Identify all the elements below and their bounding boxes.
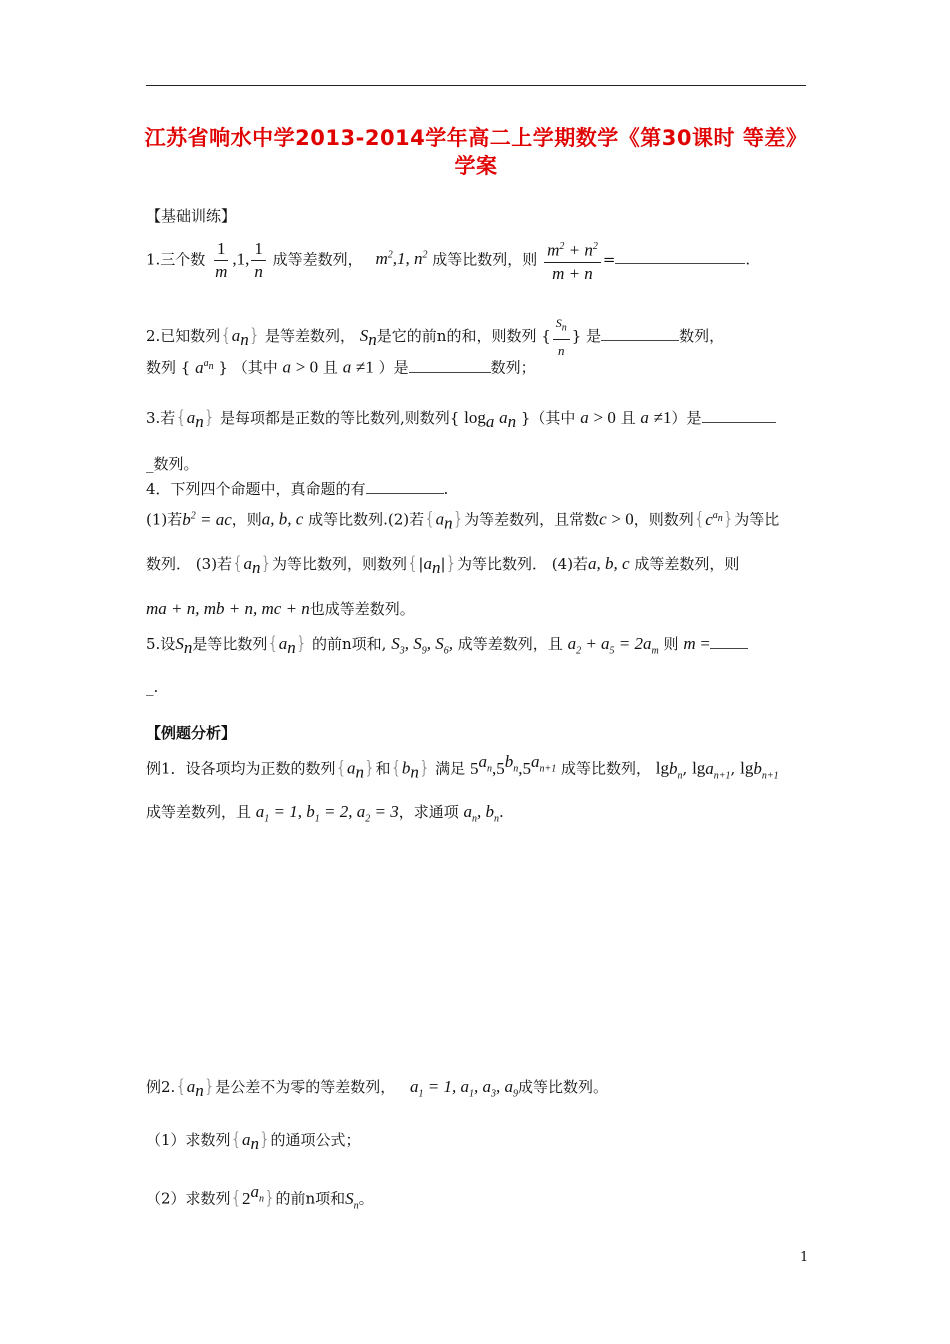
- example-2-part-2: （2）求数列$\{2^{a_n}\}$的前n项和$S_n$。: [146, 1182, 374, 1212]
- example-2: 例$2.\{a_n\}$是公差不为零的等差数列， $a_1 = 1$, $a_1$, $a_3$, $a_9$成等比数列。: [146, 1076, 609, 1100]
- fraction-sn-over-n: $\frac{S_n}{n}$: [553, 312, 570, 362]
- page-number: 1: [800, 1250, 809, 1265]
- question-4-line-4: ma + n, mb + n, mc + n也成等差数列。: [146, 599, 415, 618]
- example-2-part-1: （1）求数列$\{a_n\}$的通项公式；: [146, 1129, 361, 1153]
- title-line-1: 江苏省响水中学2013-2014学年高二上学期数学《第30课时 等差》: [144, 126, 808, 150]
- question-2-line-2: 数列 { $a^{a_n}$ } （其中 a > 0 且 a ≠1 ）是 数列；: [146, 357, 536, 377]
- fraction-1-over-n: $\frac{1}{n}$: [251, 238, 266, 283]
- fraction-m2n2-over-mn: $\frac{m^2 + n^2}{m + n}$: [544, 236, 601, 285]
- title-line-2: 学案: [454, 154, 498, 178]
- answer-blank-5[interactable]: [710, 634, 748, 649]
- question-3-line-2: _数列。: [146, 455, 199, 473]
- question-3: 3.若$\{a_n\}$ 是每项都是正数的等比数列,则数列{ $\log_a a_n$ }（其中 a > 0 且 a ≠1）是: [146, 406, 811, 434]
- question-4-line-2: (1)若$b^2$ = ac，则a, b, c 成等比数列.(2)若$\{a_n\}$为等差数列，且常数c > 0，则数列$\{c^{a_n}\}$为等比: [146, 508, 780, 533]
- answer-blank-2b[interactable]: [409, 358, 491, 373]
- page-title: [136, 124, 816, 180]
- fraction-1-over-m: $\frac{1}{m}$: [215, 238, 228, 281]
- question-1: 1.三个数 $\frac{1}{m}$ ,1, $\frac{1}{n}$ 成等差数列， $m^2,1$, $n^2$ 成等比数列，则 $\frac{m^2 + n^2}{m + n}$ = .: [146, 236, 811, 285]
- section-example-analysis: 【例题分析】: [146, 724, 237, 742]
- top-rule: [146, 85, 806, 86]
- answer-blank-2a[interactable]: [601, 326, 679, 341]
- math-m2-1-n2: $m^2,1$, $n^2$: [375, 249, 428, 269]
- answer-blank-3[interactable]: [702, 408, 776, 423]
- question-2: 2.已知数列$\{a_n\}$ 是等差数列， $S_n$是它的前n的和，则数列 { $\frac{S_n}{n}$ } 是 数列，: [146, 312, 811, 362]
- example-1: 例1．设各项均为正数的数列$\{a_n\}$和$\{b_n\}$ 满足 $5^{a_n},5^{b_n},5^{a_{n+1}}$ 成等比数列， lgb$_n$, lga$_{n+1}$, lgb$_{n+1}$: [146, 752, 779, 782]
- example-1-line-2: 成等差数列，且 $a_1 = 1$, $b_1 = 2$, $a_2 = 3$，求通项 $a_n$, $b_n$.: [146, 802, 504, 825]
- answer-blank-1[interactable]: [615, 249, 745, 264]
- answer-blank-4[interactable]: [366, 479, 444, 494]
- question-5: 5.设$S_n$是等比数列$\{a_n\}$ 的前n项和, $S_3$, $S_9$, $S_6$, 成等差数列，且 $a_2 + a_5 = 2a_m$ 则 m =: [146, 632, 811, 663]
- question-4: 4．下列四个命题中，真命题的有 .: [146, 480, 449, 498]
- section-basic-training: 【基础训练】: [146, 207, 237, 225]
- question-5-line-2: _.: [146, 678, 159, 696]
- question-4-line-3: 数列． (3)若$\{a_n\}$为等比数列，则数列$\{|a_n|\}$为等比数列． (4)若a, b, c 成等差数列，则: [146, 553, 740, 577]
